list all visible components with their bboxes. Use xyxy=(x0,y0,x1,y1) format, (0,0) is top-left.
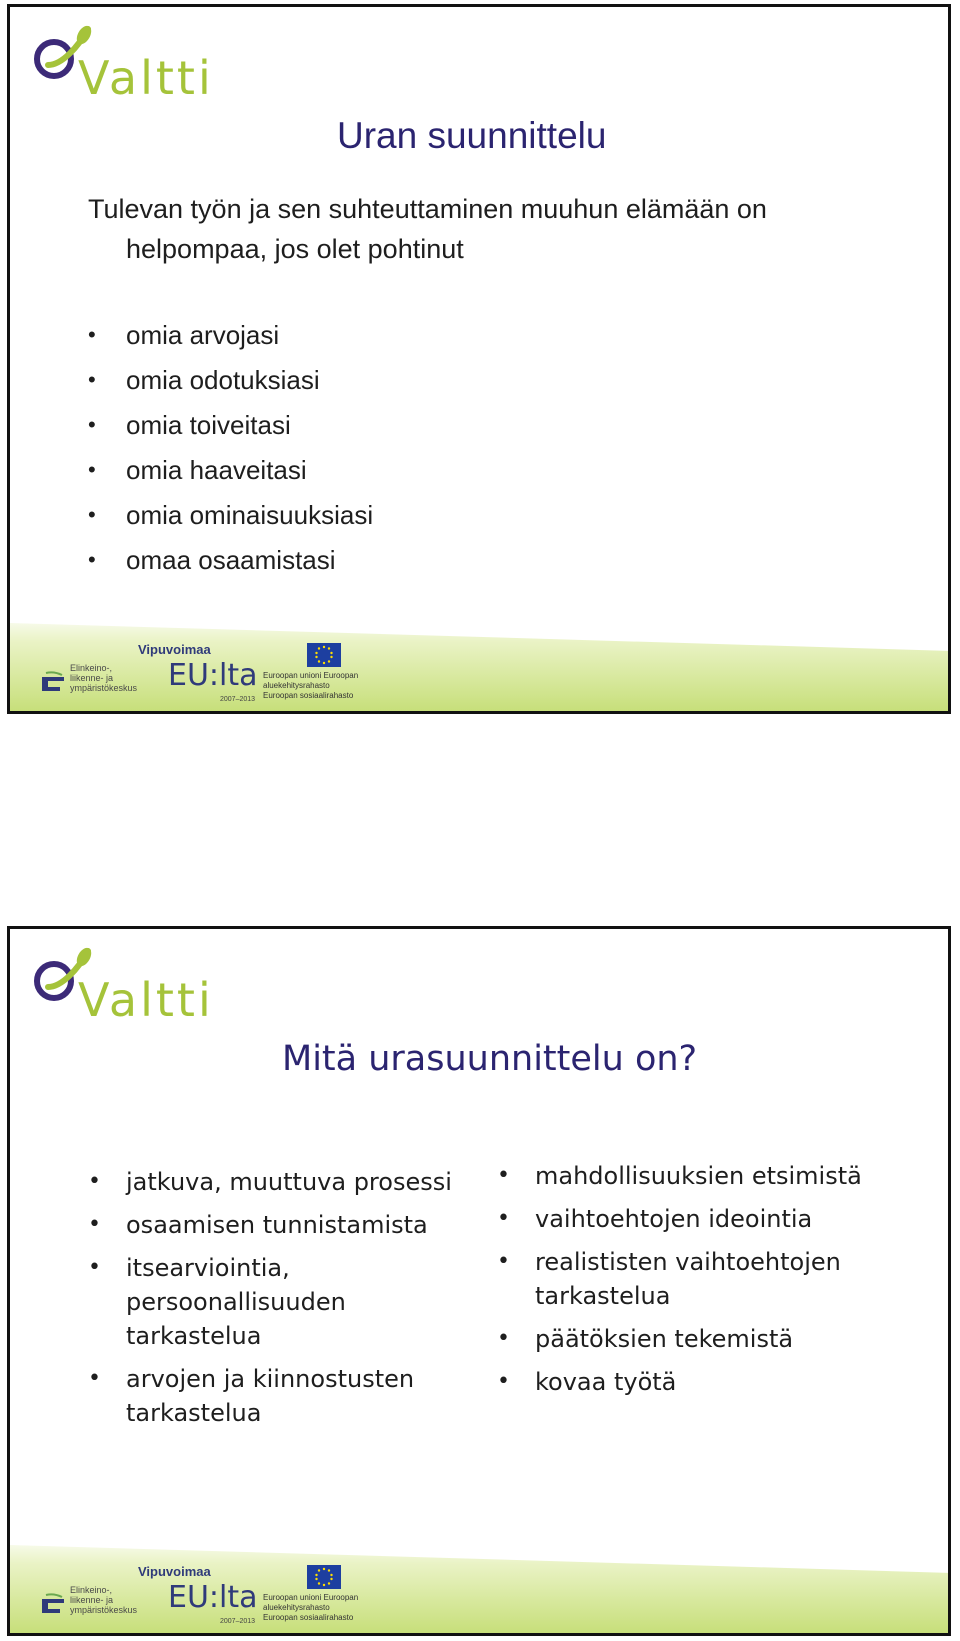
valtti-logo xyxy=(32,947,222,1042)
eu-flag-icon xyxy=(307,1565,341,1589)
vipuvoimaa-text: Vipuvoimaa xyxy=(138,1564,211,1579)
footer-band xyxy=(10,611,951,711)
list-item: • realististen vaihtoehtojen tarkastelua xyxy=(497,1245,927,1313)
list-item: • omia haaveitasi xyxy=(88,452,373,497)
slide-footer xyxy=(10,611,951,711)
list-item: • jatkuva, muuttuva prosessi xyxy=(88,1165,478,1199)
eu-text: Euroopan unioni Euroopan aluekehitysrahasto Euroopan sosiaalirahasto xyxy=(263,671,359,700)
list-item: • osaamisen tunnistamista xyxy=(88,1208,478,1242)
list-item: • kovaa työtä xyxy=(497,1365,927,1399)
slide-uran-suunnittelu xyxy=(7,4,951,714)
list-item: • arvojen ja kiinnostusten tarkastelua xyxy=(88,1362,478,1430)
years-text: 2007–2013 xyxy=(220,696,256,703)
valtti-logo-text: Valtti xyxy=(78,973,214,1027)
footer-band xyxy=(10,1533,951,1633)
intro-line-1: Tulevan työn ja sen suhteuttaminen muuhun elämään on xyxy=(88,194,767,224)
bullet-list-right xyxy=(497,1159,927,1408)
slide-footer xyxy=(10,1533,951,1633)
ely-text: Elinkeino-, liikenne- ja ympäristökeskus xyxy=(70,1585,138,1615)
eu-text: Euroopan unioni Euroopan aluekehitysrahasto Euroopan sosiaalirahasto xyxy=(263,1593,359,1622)
years-text: 2007–2013 xyxy=(220,1618,256,1625)
list-item: • päätöksien tekemistä xyxy=(497,1322,927,1356)
list-item: • omaa osaamistasi xyxy=(88,542,373,587)
ely-logo-icon xyxy=(40,1593,66,1619)
slide-title: Uran suunnittelu xyxy=(337,115,607,156)
intro-line-2: helpompaa, jos olet pohtinut xyxy=(126,234,464,264)
list-item: • vaihtoehtojen ideointia xyxy=(497,1202,927,1236)
list-item: • omia ominaisuuksiasi xyxy=(88,497,373,542)
ely-logo-icon xyxy=(40,671,66,697)
slide-title: Mitä urasuunnittelu on? xyxy=(282,1039,698,1079)
eu-lta-text: EU:lta xyxy=(168,1580,258,1615)
list-item: • itsearviointia, persoonallisuuden tarkastelua xyxy=(88,1251,478,1353)
eu-flag-icon xyxy=(307,643,341,667)
eu-lta-text: EU:lta xyxy=(168,658,258,693)
list-item: • omia arvojasi xyxy=(88,317,373,362)
slide-mita-urasuunnittelu-on xyxy=(7,926,951,1636)
valtti-logo xyxy=(32,25,222,120)
list-item: • mahdollisuuksien etsimistä xyxy=(497,1159,927,1193)
valtti-logo-text: Valtti xyxy=(78,51,214,105)
list-item: • omia odotuksiasi xyxy=(88,362,373,407)
list-item: • omia toiveitasi xyxy=(88,407,373,452)
ely-text: Elinkeino-, liikenne- ja ympäristökeskus xyxy=(70,663,138,693)
bullet-list-left xyxy=(88,1165,478,1439)
intro-text xyxy=(88,189,888,269)
bullet-list xyxy=(88,317,373,587)
vipuvoimaa-text: Vipuvoimaa xyxy=(138,642,211,657)
